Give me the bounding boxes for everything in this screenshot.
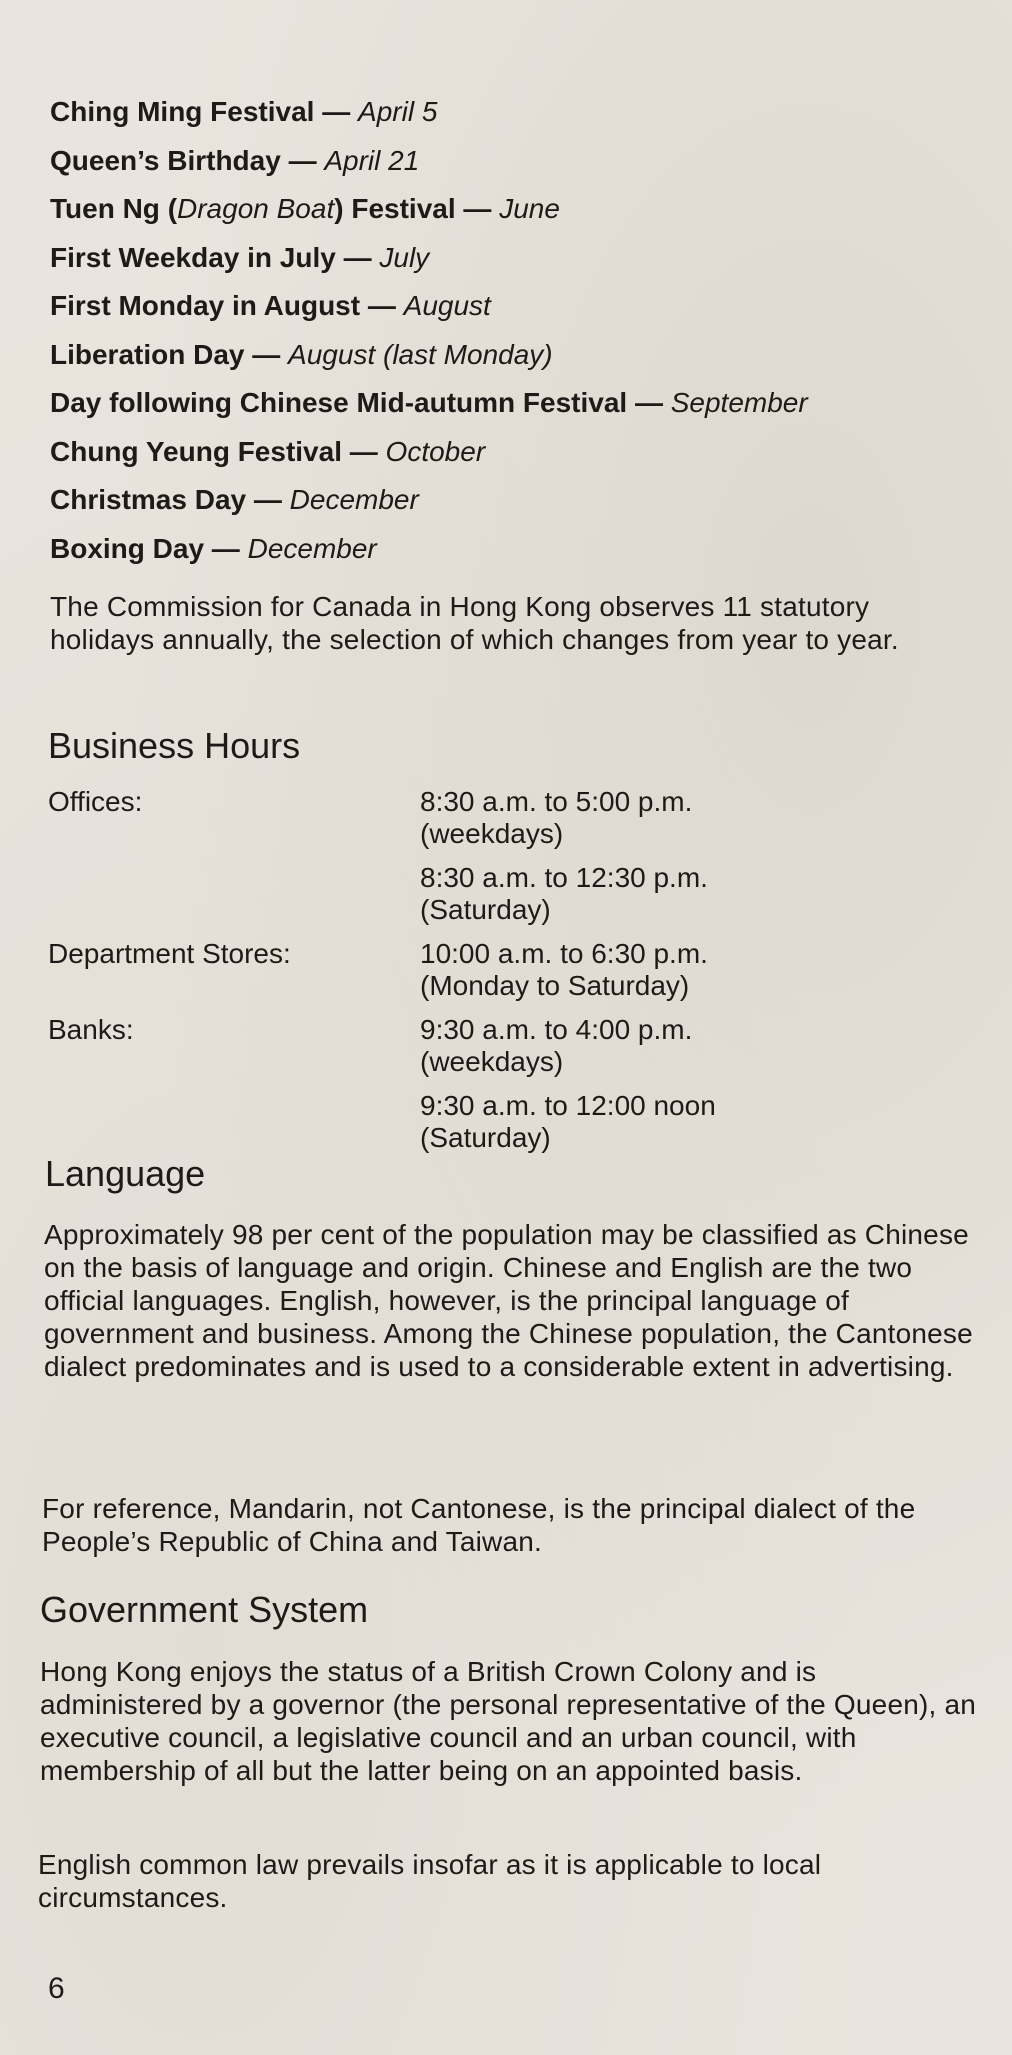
hours-label: Offices: bbox=[48, 786, 143, 817]
hours-value: 8:30 a.m. to 12:30 p.m. (Saturday) bbox=[420, 862, 708, 925]
business-hours-heading: Business Hours bbox=[48, 725, 301, 766]
hours-label: Banks: bbox=[48, 1014, 134, 1045]
holiday-date: October bbox=[385, 435, 486, 467]
holiday-date: July bbox=[379, 241, 430, 273]
holiday-name: First Weekday in July bbox=[50, 241, 336, 273]
holiday-name: Boxing Day bbox=[50, 532, 205, 564]
holiday-item: First Monday in August — August bbox=[50, 290, 491, 321]
holiday-date: April 21 bbox=[324, 144, 420, 176]
hours-label: Department Stores: bbox=[48, 938, 291, 969]
holiday-date: September bbox=[670, 387, 808, 418]
hours-row bbox=[48, 1090, 948, 1154]
holiday-name: Ching Ming Festival bbox=[50, 96, 315, 127]
hours-value: 8:30 a.m. to 5:00 p.m. (weekdays) bbox=[420, 786, 693, 849]
hours-row bbox=[48, 862, 948, 926]
government-paragraph: Hong Kong enjoys the status of a British Crown Colony and is administered by a governor (the personal representative of the Queen), an executive council, a legislative council and an urban council, with membership of all but the latter being on an appointed basis. bbox=[40, 1656, 977, 1786]
hours-row bbox=[48, 1014, 948, 1078]
hours-value: 9:30 a.m. to 12:00 noon (Saturday) bbox=[420, 1090, 716, 1153]
government-system-heading: Government System bbox=[40, 1589, 369, 1630]
holiday-list bbox=[50, 88, 980, 573]
hours-value: 9:30 a.m. to 4:00 p.m. (weekdays) bbox=[420, 1014, 693, 1077]
language-reference-paragraph: For reference, Mandarin, not Cantonese, is the principal dialect of the People’s Republic of China and Taiwan. bbox=[42, 1493, 916, 1557]
holiday-item: Day following Chinese Mid-autumn Festival — September bbox=[50, 387, 808, 418]
holiday-name: Day following Chinese Mid-autumn Festival bbox=[50, 387, 628, 418]
common-law-paragraph: English common law prevails insofar as it is applicable to local circumstances. bbox=[38, 1849, 822, 1913]
hours-value: 10:00 a.m. to 6:30 p.m. (Monday to Saturday) bbox=[420, 938, 708, 1001]
holiday-item: Chung Yeung Festival — October bbox=[50, 435, 486, 467]
holiday-item: Christmas Day — December bbox=[50, 484, 419, 515]
holiday-item: Ching Ming Festival — April 5 bbox=[50, 96, 438, 127]
business-hours-table bbox=[48, 786, 948, 1154]
holiday-name: First Monday in August bbox=[50, 290, 361, 321]
holiday-date: December bbox=[247, 532, 377, 564]
holiday-name: Queen’s Birthday bbox=[50, 144, 281, 176]
holiday-name-italic: Dragon Boat bbox=[177, 193, 335, 224]
hours-row bbox=[48, 786, 948, 850]
holiday-name: Tuen Ng ( bbox=[50, 193, 178, 224]
holiday-date: August bbox=[403, 290, 491, 321]
holiday-item: Tuen Ng (Dragon Boat) Festival — June bbox=[50, 193, 560, 224]
commission-note: The Commission for Canada in Hong Kong observes 11 statutory holidays annually, the selection of which changes from year to year. bbox=[50, 591, 899, 655]
language-heading: Language bbox=[45, 1153, 206, 1194]
holiday-item: Liberation Day — August (last Monday) bbox=[50, 338, 553, 370]
holiday-name: Christmas Day bbox=[50, 484, 247, 515]
holiday-item: Boxing Day — December bbox=[50, 532, 377, 564]
hours-row bbox=[48, 938, 948, 1002]
page-number: 6 bbox=[48, 1972, 65, 2005]
holiday-name: Liberation Day bbox=[50, 338, 245, 370]
holiday-date: June bbox=[499, 193, 560, 224]
holiday-date: December bbox=[289, 484, 419, 515]
language-paragraph: Approximately 98 per cent of the population may be classified as Chinese on the basis of language and origin. Chinese and English are the two official languages. English, however, is the principal language of government and business. Among the Chinese population, the Cantonese dialect predominates and is used to a considerable extent in advertising. bbox=[44, 1219, 973, 1382]
holiday-item: Queen’s Birthday — April 21 bbox=[50, 144, 420, 176]
holiday-name: Chung Yeung Festival bbox=[50, 435, 342, 467]
holiday-item: First Weekday in July — July bbox=[50, 241, 430, 273]
holiday-date: August (last Monday) bbox=[288, 338, 553, 370]
holiday-date: April 5 bbox=[358, 96, 438, 127]
